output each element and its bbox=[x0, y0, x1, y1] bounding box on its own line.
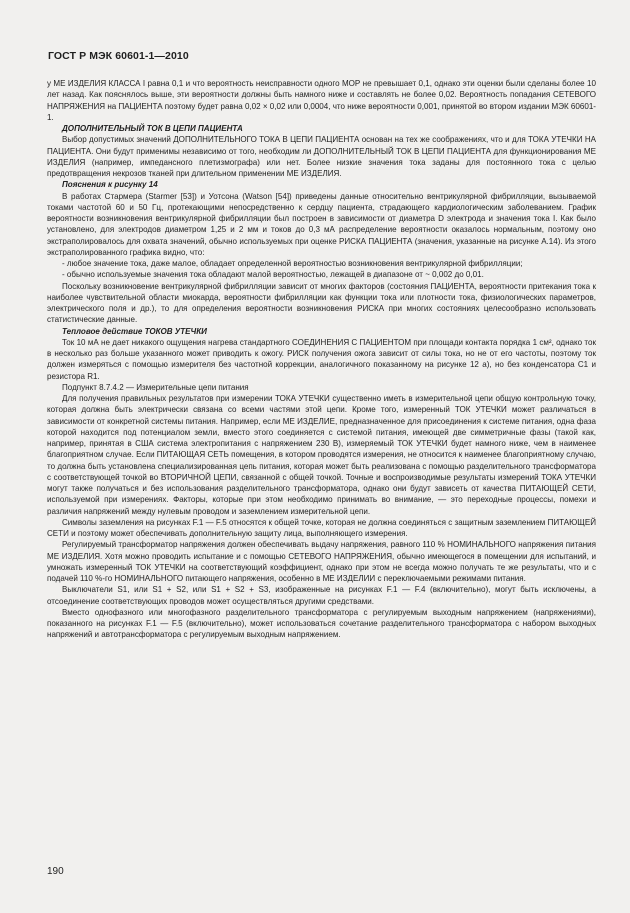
paragraph: Ток 10 мА не дает никакого ощущения нагрева стандартного СОЕДИНЕНИЯ С ПАЦИЕНТОМ при площади контакта порядка 1 см², однако ток в несколько раз больше указанного может приводить к ожогу. РИСК получения ожога зависит от силы тока, но не от его частоты, поэтому ток должен измеряться с помощью измерителя без частотной коррекции, аналогичного показанному на рисунке 12 а), но без конденсатора С1 и резистора R1. bbox=[47, 337, 596, 381]
document-header: ГОСТ Р МЭК 60601-1—2010 bbox=[48, 50, 189, 62]
paragraph: Вместо однофазного или многофазного разделительного трансформатора с регулируемым выходным напряжением (напряжениями), показанного на рисунках F.1 — F.5 (включительно), может использоваться сочетание разделительного трансформатора с набором выходных напряжений и автотрансформатора с регулируемым выходным напряжением. bbox=[47, 607, 596, 640]
paragraph: у МЕ ИЗДЕЛИЯ КЛАССА I равна 0,1 и что вероятность неисправности одного МОР не превышает 0,1, однако эти оценки были сделаны более 10 лет назад. Как пояснялось выше, эти вероятности должны быть намного ниже и составлять не более 0,02. Вероятность попадания СЕТЕВОГО НАПРЯЖЕНИЯ на ПАЦИЕНТА поэтому будет равна 0,02 × 0,02 или 0,0004, что ниже вероятности 0,001, принятой во втором издании МЭК 60601-1. bbox=[47, 79, 596, 122]
paragraph: В работах Стармера (Starmer [53]) и Уотсона (Watson [54]) приведены данные относительно вентрикулярной фибрилляции, вызываемой токами частотой 60 и 50 Гц, протекающими непосредственно к сердцу пациента, страдающего кардиологическим заболеванием. График вероятности возникновения вентрикулярной фибрилляции был построен в зависимости от диаметра D электрода и значения тока I. Как было установлено, для электродов диаметром 1,25 и 2 мм и токов до 0,3 мА распределение вероятности оказалось нормальным, поэтому оно экстраполировалось для охвата значений, обычно используемых при оценке РИСКА ПАЦИЕНТА (значения, указанные на рисунке А.14). Из этого экстраполированного графика видно, что: bbox=[47, 191, 596, 257]
subclause-title: Подпункт 8.7.4.2 — Измерительные цепи питания bbox=[62, 382, 249, 392]
document-body bbox=[47, 78, 596, 641]
paragraph: Для получения правильных результатов при измерении ТОКА УТЕЧКИ существенно иметь в измерительной цепи общую контрольную точку, которая должна быть электрически связана со всеми частями этой цепи. Кроме того, измеренный ТОК УТЕЧКИ может различаться в зависимости от конкретной системы питания. Например, если МЕ ИЗДЕЛИЕ, предназначенное для присоединения к системе питания, одна фаза которой находится под потенциалом земли, вместо этого соединяется с системой питания, имеющей две симметричные фазы (такой как, например, принятая в США система электропитания с напряжением 230 В), измеряемый ТОК УТЕЧКИ будет намного ниже, чем в наименее благоприятном случае. Если ПИТАЮЩАЯ СЕТЬ помещения, в котором проводятся измерения, не относится к наименее благоприятному случаю, то должна быть установлена специализированная цепь питания, которая может быть реализована с помощью разделительного трансформатора с соответствующей точкой во ВТОРИЧНОЙ ЦЕПИ, связанной с общей точкой. Точные и воспроизводимые результаты измерений ТОКА УТЕЧКИ могут также получаться и без использования разделительного трансформатора, однако они будут зависеть от качества ПИТАЮЩЕЙ СЕТИ, используемой при измерениях. Факторы, которые при этом необходимо принимать во внимание, — это переходные процессы, помехи и различия напряжений между нулевым проводом и заземлением измерительной цепи. bbox=[47, 394, 596, 516]
page-number: 190 bbox=[47, 866, 64, 877]
paragraph: Символы заземления на рисунках F.1 — F.5 относятся к общей точке, которая не должна соединяться с защитным заземлением ПИТАЮЩЕЙ СЕТИ и поэтому может обеспечивать дополнительную защиту лица, выполняющего измерения. bbox=[47, 517, 596, 538]
section-heading: ДОПОЛНИТЕЛЬНЫЙ ТОК В ЦЕПИ ПАЦИЕНТА bbox=[62, 124, 243, 133]
list-item: - любое значение тока, даже малое, обладает определенной вероятностью возникновения вентрикулярной фибрилляции; bbox=[62, 259, 523, 268]
list-item: - обычно используемые значения тока обладают малой вероятностью, лежащей в диапазоне от ~ 0,002 до 0,01. bbox=[62, 270, 484, 280]
paragraph: Выключатели S1, или S1 + S2, или S1 + S2 + S3, изображенные на рисунках F.1 — F.4 (включительно), могут быть исключены, а отсоединение соответствующих проводов может осуществляться другими средствами. bbox=[47, 585, 596, 606]
paragraph: Поскольку возникновение вентрикулярной фибрилляции зависит от многих факторов (состояния ПАЦИЕНТА, вероятности притекания тока к наиболее чувствительной области миокарда, вероятности фибрилляции как функции тока или плотности тока, физиологических параметров, электрического поля и др.), то для определения вероятности возникновения РИСКА при многих состояниях целесообразно использовать статистические данные. bbox=[47, 281, 596, 325]
section-heading: Пояснения к рисунку 14 bbox=[62, 180, 158, 190]
section-heading: Тепловое действие ТОКОВ УТЕЧКИ bbox=[62, 326, 207, 336]
paragraph: Выбор допустимых значений ДОПОЛНИТЕЛЬНОГО ТОКА В ЦЕПИ ПАЦИЕНТА основан на тех же соображениях, что и для ТОКА УТЕЧКИ НА ПАЦИЕНТА. Они будут применимы независимо от того, необходим ли ДОПОЛНИТЕЛЬНЫЙ ТОК В ЦЕПИ ПАЦИЕНТА для функционирования МЕ ИЗДЕЛИЯ (например, импедансного плетизмографа) или нет. Более низкие значения тока заданы для постоянного тока с целью предотвращения некрозов тканей при длительном применении МЕ ИЗДЕЛИЯ. bbox=[47, 135, 596, 178]
paragraph: Регулируемый трансформатор напряжения должен обеспечивать выдачу напряжения, равного 110 % НОМИНАЛЬНОГО напряжения питания МЕ ИЗДЕЛИЯ. Хотя можно проводить испытание и с помощью СЕТЕВОГО НАПРЯЖЕНИЯ, обычно имеющегося в помещении для испытаний, и умножать измеренный ТОК УТЕЧКИ на соответствующий коэффициент, однако при этом не всегда можно получать те же результаты, что и с подачей 110 %-го НОМИНАЛЬНОГО питающего напряжения, особенно в МЕ ИЗДЕЛИИ с переключаемыми режимами питания. bbox=[47, 540, 596, 583]
